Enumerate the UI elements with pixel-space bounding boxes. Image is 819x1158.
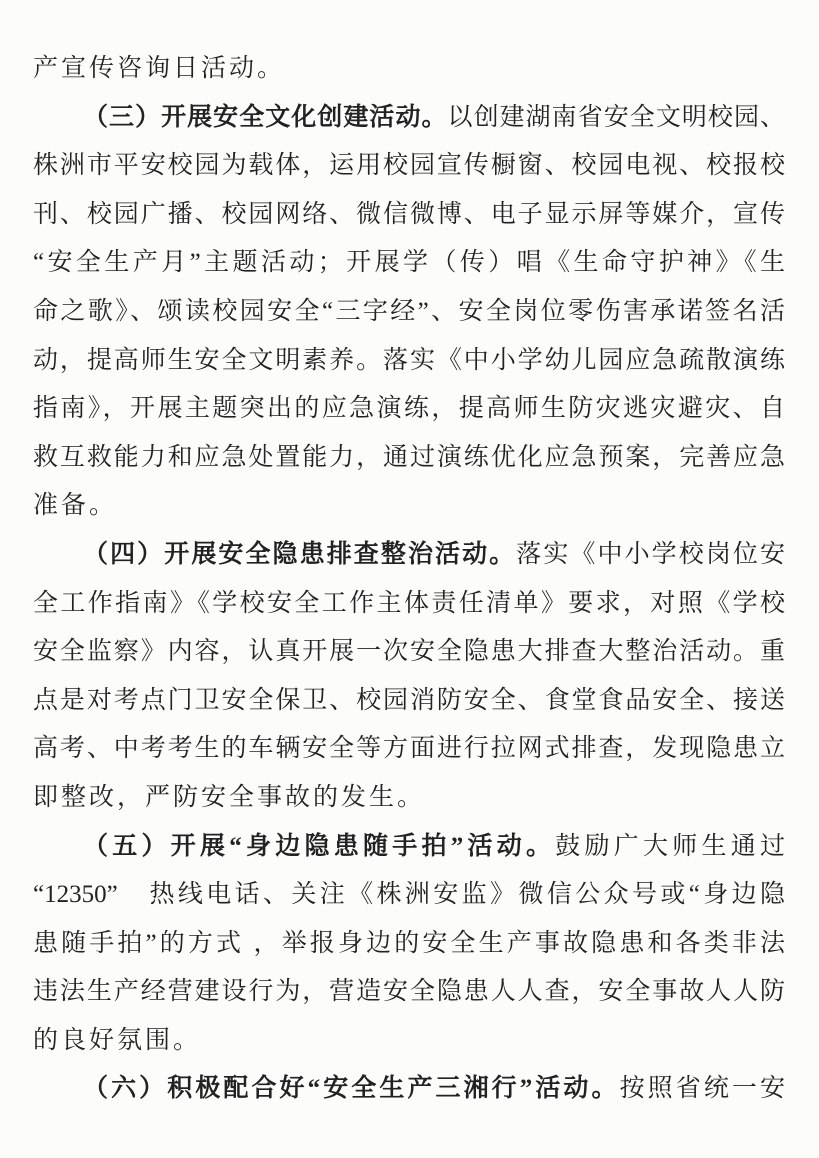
body-text-segment: 刊、校园广播、校园网络、微信微博、电子显示屏等媒介，宣传: [33, 200, 785, 228]
text-line: [33, 482, 785, 531]
text-line: [33, 142, 785, 191]
text-line: [33, 1065, 785, 1114]
body-text-segment: “12350” 热线电话、关注《株洲安监》微信公众号或“身边隐: [33, 881, 785, 909]
body-text-segment: 全工作指南》《学校安全工作主体责任清单》要求，对照《学校: [33, 589, 785, 617]
body-text-segment: 准备。: [33, 492, 118, 520]
text-line: [33, 239, 785, 288]
body-text-segment: 落实《中小学校岗位安: [516, 540, 785, 568]
body-text-segment: 高考、中考考生的车辆安全等方面进行拉网式排查，发现隐患立: [33, 735, 785, 763]
body-text-segment: 按照省统一安: [619, 1075, 785, 1103]
text-line: [33, 288, 785, 337]
text-line: [33, 531, 785, 580]
text-line: [33, 191, 785, 240]
body-text-segment: 以创建湖南省安全文明校园、: [447, 103, 785, 131]
text-line: [33, 823, 785, 872]
body-text-segment: 株洲市平安校园为载体，运用校园宣传橱窗、校园电视、校报校: [33, 152, 785, 180]
body-text-segment: 命之歌》、颂读校园安全“三字经”、安全岗位零伤害承诺签名活: [33, 297, 785, 325]
text-line: [33, 774, 785, 823]
section-heading-segment: （四）开展安全隐患排查整治活动。: [83, 540, 517, 568]
body-text-segment: 产宣传咨询日活动。: [33, 55, 286, 82]
text-line: [33, 45, 785, 94]
body-text-segment: 鼓励广大师生通过: [555, 832, 785, 860]
body-text-segment: “安全生产月”主题活动；开展学（传）唱《生命守护神》《生: [33, 249, 785, 277]
body-text-segment: 即整改，严防安全事故的发生。: [33, 783, 426, 811]
text-line: [33, 94, 785, 143]
text-line: [33, 628, 785, 677]
text-line: [33, 871, 785, 920]
body-text-segment: 的良好氛围。: [33, 1026, 202, 1054]
body-text-segment: 救互救能力和应急处置能力，通过演练优化应急预案，完善应急: [33, 443, 785, 471]
body-text-segment: 安全监察》内容，认真开展一次安全隐患大排查大整治活动。重: [33, 638, 785, 666]
section-heading-segment: （六）积极配合好“安全生产三湘行”活动。: [83, 1075, 620, 1103]
text-line: [33, 580, 785, 629]
text-line: [33, 968, 785, 1017]
section-heading-segment: （三）开展安全文化创建活动。: [83, 103, 448, 131]
text-line: [33, 677, 785, 726]
body-text-segment: 点是对考点门卫安全保卫、校园消防安全、食堂食品安全、接送: [33, 686, 785, 714]
body-text-segment: 指南》，开展主题突出的应急演练，提高师生防灾逃灾避灾、自: [33, 395, 785, 423]
body-text-segment: 患随手拍”的方式 ，举报身边的安全生产事故隐患和各类非法: [33, 929, 785, 957]
text-line: [33, 385, 785, 434]
text-line: [33, 725, 785, 774]
body-text-segment: 动，提高师生安全文明素养。落实《中小学幼儿园应急疏散演练: [33, 346, 785, 374]
text-line: [33, 434, 785, 483]
section-heading-segment: （五）开展“身边隐患随手拍”活动。: [83, 832, 556, 860]
text-line: [33, 920, 785, 969]
body-text-segment: 违法生产经营建设行为，营造安全隐患人人查，安全事故人人防: [33, 978, 785, 1006]
text-line: [33, 1017, 785, 1066]
text-line: [33, 337, 785, 386]
